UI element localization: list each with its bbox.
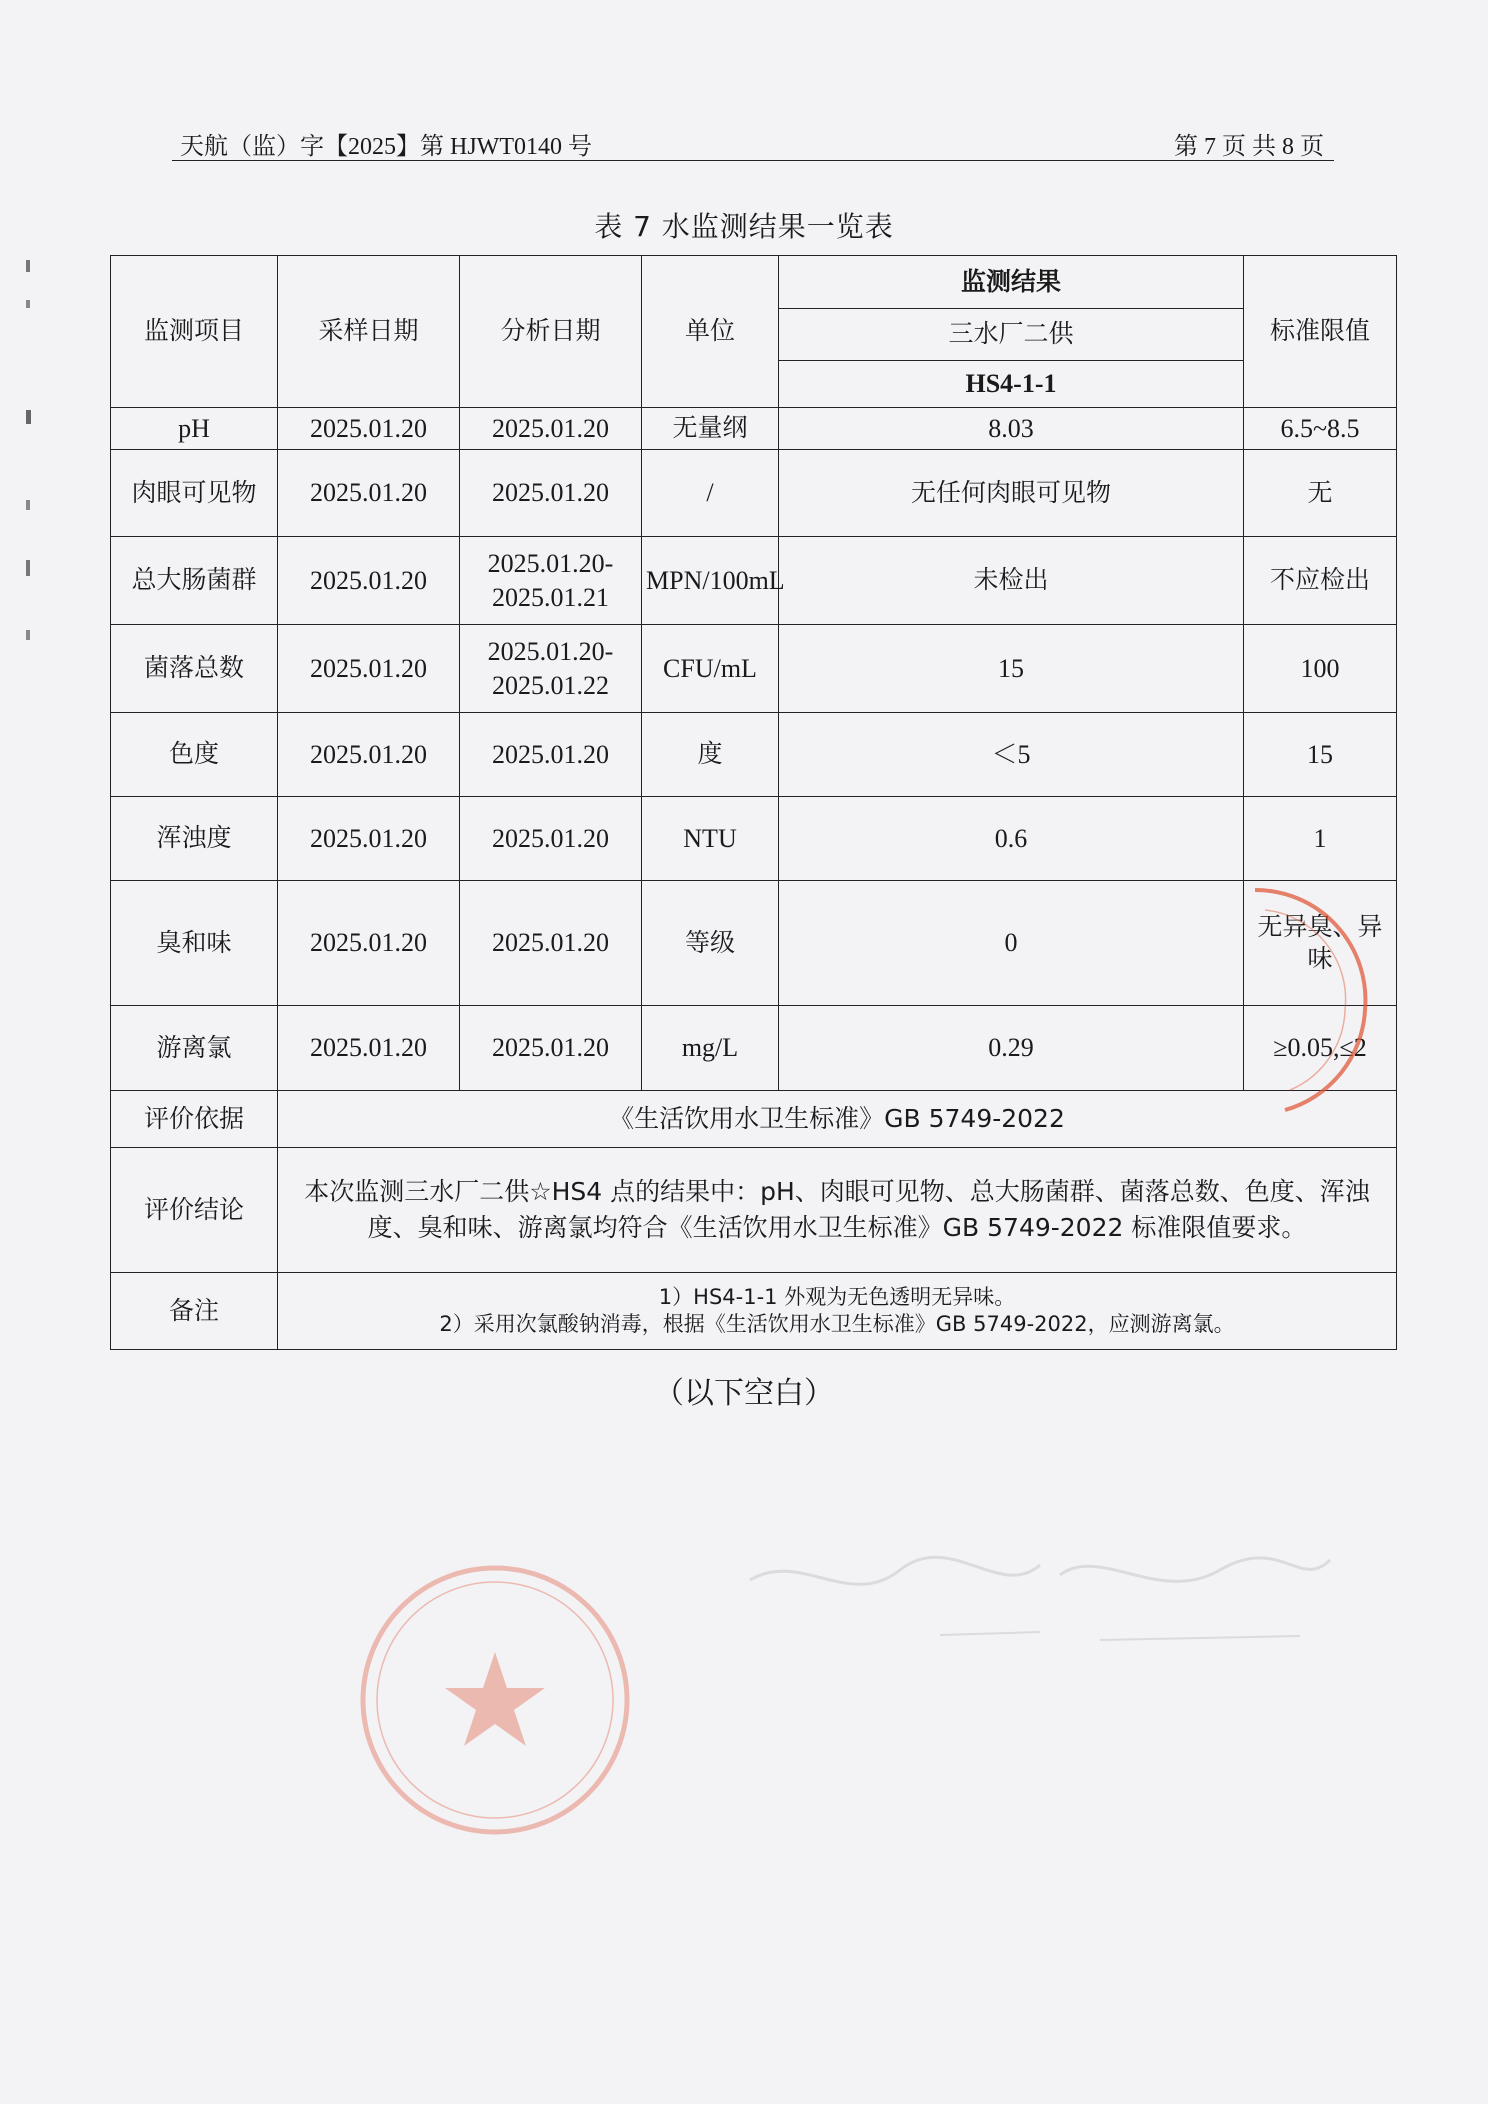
bleed-through-signature: [740, 1540, 1340, 1660]
cell-analysis-date: 2025.01.20-2025.01.21: [460, 537, 642, 625]
cell-sample-date: 2025.01.20: [278, 1006, 460, 1091]
cell-analysis-date: 2025.01.20: [460, 713, 642, 797]
document-number: 天航（监）字【2025】第 HJWT0140 号: [180, 134, 592, 160]
cell-sample-date: 2025.01.20: [278, 537, 460, 625]
conclusion-label: 评价结论: [111, 1148, 278, 1273]
cell-analysis-date: 2025.01.20: [460, 881, 642, 1006]
table-row: [111, 1006, 1397, 1091]
cell-result: 15: [779, 625, 1244, 713]
page-header: [172, 126, 1334, 161]
cell-unit: 等级: [642, 881, 779, 1006]
cell-sample-date: 2025.01.20: [278, 450, 460, 537]
cell-sample-date: 2025.01.20: [278, 797, 460, 881]
table-row: [111, 450, 1397, 537]
basis-value: 《生活饮用水卫生标准》GB 5749-2022: [278, 1091, 1397, 1148]
cell-limit: ≥0.05,≤2: [1244, 1006, 1397, 1091]
conclusion-row: [111, 1148, 1397, 1273]
header-unit: 单位: [642, 256, 779, 408]
cell-limit: 1: [1244, 797, 1397, 881]
table-row: [111, 537, 1397, 625]
basis-row: [111, 1091, 1397, 1148]
cell-analysis-date: 2025.01.20: [460, 408, 642, 450]
remark-item: 1）HS4-1-1 外观为无色透明无异味。: [658, 1284, 1016, 1309]
table-row: [111, 625, 1397, 713]
cell-analysis-date: 2025.01.20-2025.01.22: [460, 625, 642, 713]
cell-limit: 不应检出: [1244, 537, 1397, 625]
cell-item: pH: [111, 408, 278, 450]
remarks-label: 备注: [111, 1273, 278, 1350]
cell-unit: mg/L: [642, 1006, 779, 1091]
results-table: [110, 255, 1397, 1350]
cell-limit: 15: [1244, 713, 1397, 797]
header-limit: 标准限值: [1244, 256, 1397, 408]
remark-item: 2）采用次氯酸钠消毒，根据《生活饮用水卫生标准》GB 5749-2022，应测游离氯。: [439, 1312, 1235, 1336]
table-row: [111, 881, 1397, 1006]
cell-result: 未检出: [779, 537, 1244, 625]
inspection-seal-partial: [1245, 880, 1415, 1120]
cell-item: 总大肠菌群: [111, 537, 278, 625]
cell-analysis-date: 2025.01.20: [460, 450, 642, 537]
remarks-row: [111, 1273, 1397, 1350]
cell-unit: /: [642, 450, 779, 537]
cell-item: 浑浊度: [111, 797, 278, 881]
cell-item: 游离氯: [111, 1006, 278, 1091]
cell-unit: 度: [642, 713, 779, 797]
cell-analysis-date: 2025.01.20: [460, 1006, 642, 1091]
header-item: 监测项目: [111, 256, 278, 408]
cell-result: ＜5: [779, 713, 1244, 797]
table-row: [111, 797, 1397, 881]
table-title: 表 7 水监测结果一览表: [594, 210, 894, 243]
header-sample-date: 采样日期: [278, 256, 460, 408]
basis-label: 评价依据: [111, 1091, 278, 1148]
cell-sample-date: 2025.01.20: [278, 625, 460, 713]
cell-unit: 无量纲: [642, 408, 779, 450]
cell-sample-date: 2025.01.20: [278, 881, 460, 1006]
cell-sample-date: 2025.01.20: [278, 408, 460, 450]
cell-limit: 6.5~8.5: [1244, 408, 1397, 450]
header-site: 三水厂二供: [779, 309, 1244, 361]
table-row: [111, 408, 1397, 450]
cell-result: 无任何肉眼可见物: [779, 450, 1244, 537]
cell-result: 8.03: [779, 408, 1244, 450]
table-row: [111, 713, 1397, 797]
header-results: 监测结果: [779, 256, 1244, 309]
cell-unit: MPN/100mL: [642, 537, 779, 625]
cell-sample-date: 2025.01.20: [278, 713, 460, 797]
cell-item: 色度: [111, 713, 278, 797]
cell-limit: 无异臭、异味: [1244, 881, 1397, 1006]
company-seal: [355, 1560, 635, 1840]
cell-unit: NTU: [642, 797, 779, 881]
cell-analysis-date: 2025.01.20: [460, 797, 642, 881]
cell-item: 肉眼可见物: [111, 450, 278, 537]
blank-notice: （以下空白）: [654, 1376, 834, 1411]
scan-edge-marks: [20, 240, 40, 660]
cell-limit: 无: [1244, 450, 1397, 537]
cell-result: 0.29: [779, 1006, 1244, 1091]
cell-limit: 100: [1244, 625, 1397, 713]
page-number: 第 7 页 共 8 页: [1174, 134, 1324, 160]
cell-result: 0.6: [779, 797, 1244, 881]
cell-result: 0: [779, 881, 1244, 1006]
cell-item: 臭和味: [111, 881, 278, 1006]
header-analysis-date: 分析日期: [460, 256, 642, 408]
cell-item: 菌落总数: [111, 625, 278, 713]
conclusion-value: 本次监测三水厂二供☆HS4 点的结果中：pH、肉眼可见物、总大肠菌群、菌落总数、色度、浑浊度、臭和味、游离氯均符合《生活饮用水卫生标准》GB 5749-2022 标准限值要求。: [278, 1148, 1397, 1273]
remarks-value: [278, 1273, 1397, 1350]
header-sample-id: HS4-1-1: [779, 361, 1244, 408]
cell-unit: CFU/mL: [642, 625, 779, 713]
